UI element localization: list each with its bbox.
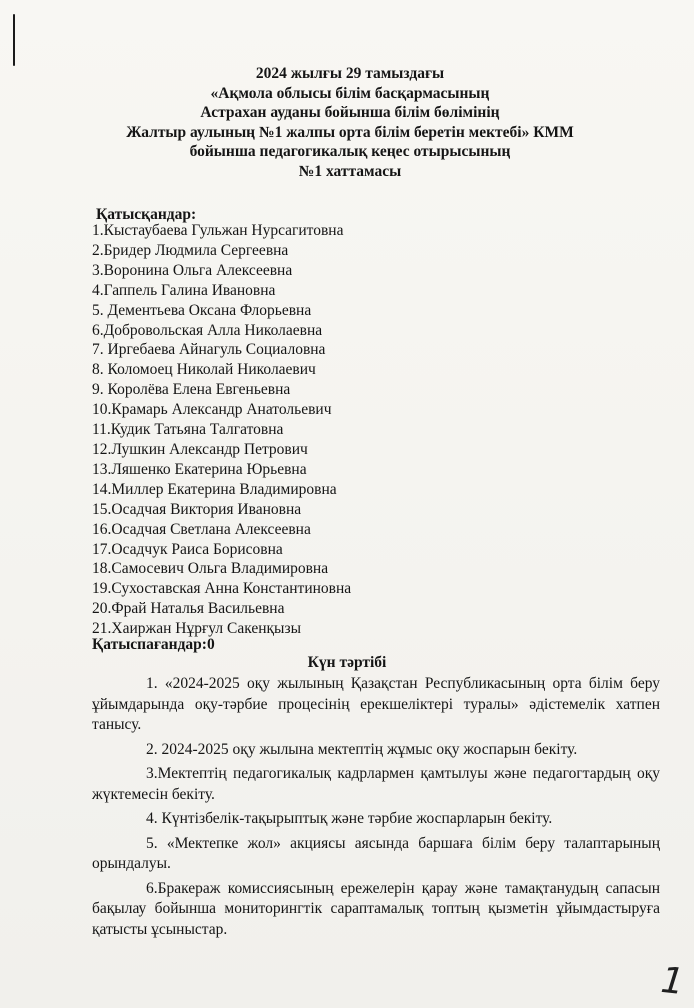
attendee-item: 19.Сухоставская Анна Константиновна (92, 580, 352, 598)
attendee-item: 5. Дементьева Оксана Флорьевна (92, 301, 312, 319)
header-line-3: Жалтыр аулының №1 жалпы орта білім беретін мектебі» КММ (126, 123, 574, 141)
attendee-item: 3.Воронина Ольга Алексеевна (92, 261, 293, 279)
attendee-item: 20.Фрай Наталья Васильевна (92, 600, 285, 618)
attendee-item: 7. Иргебаева Айнагуль Социаловна (92, 341, 326, 359)
attendee-item: 4.Гаппель Галина Ивановна (92, 281, 276, 299)
margin-pen-mark (13, 14, 15, 66)
page-number: 1 (659, 959, 687, 1004)
attendee-item: 9. Королёва Елена Евгеньевна (92, 381, 291, 399)
agenda-item: 1. «2024-2025 оқу жылының Қазақстан Республикасының орта білім беру ұйымдарында оқу-тәрбие процесінің ерекшеліктері туралы» әдістемелік хатпен танысу. (92, 675, 660, 733)
attendee-item: 8. Коломоец Николай Николаевич (92, 361, 316, 379)
attendees-list (92, 221, 351, 639)
attendee-item: 16.Осадчая Светлана Алексеевна (92, 520, 311, 538)
agenda-item: 5. «Мектепке жол» акциясы аясында баршаға білім беру талаптарының орындалуы. (92, 834, 660, 872)
attendee-item: 17.Осадчук Раиса Борисовна (92, 540, 283, 558)
agenda-item: 6.Бракераж комиссиясының ережелерін қарау және тамақтанудың сапасын бақылау бойынша мониторингтік сараптамалық топтың қызметін ұйымдастыруға қатысты ұсыныстар. (92, 879, 660, 938)
header-line-4: бойынша педагогикалық кеңес отырысының (189, 143, 511, 160)
agenda-list (92, 674, 660, 944)
protocol-number: №1 хаттамасы (298, 162, 402, 180)
attendee-item: 12.Лушкин Александр Петрович (92, 440, 308, 458)
absent-line: Қатыспағандар:0 (92, 636, 215, 653)
agenda-title: Күн тәртібі (307, 654, 387, 671)
attendee-item: 18.Самосевич Ольга Владимировна (92, 560, 329, 578)
attendee-item: 2.Бридер Людмила Сергеевна (92, 241, 289, 259)
attendee-item: 11.Кудик Татьяна Талгатовна (92, 421, 284, 439)
header-line-1: «Ақмола облысы білім басқармасының (210, 84, 490, 102)
attendee-item: 21.Хаиржан Нұрғул Сакенқызы (92, 620, 302, 638)
agenda-item: 2. 2024-2025 оқу жылына мектептің жұмыс оқу жоспарын бекіту. (146, 740, 578, 758)
attendee-item: 15.Осадчая Виктория Ивановна (92, 500, 302, 518)
document-header (60, 64, 640, 181)
attendees-title: Қатысқандар: (96, 206, 197, 223)
attendee-item: 10.Крамарь Александр Анатольевич (92, 401, 332, 419)
header-line-2: Астрахан ауданы бойынша білім бөлімінің (200, 104, 500, 121)
attendee-item: 6.Добровольская Алла Николаевна (92, 321, 323, 339)
attendee-item: 13.Ляшенко Екатерина Юрьевна (92, 460, 307, 478)
agenda-item: 4. Күнтізбелік-тақырыптық және тәрбие жоспарларын бекіту. (146, 810, 553, 827)
attendee-item: 1.Кыстаубаева Гульжан Нурсагитовна (92, 222, 344, 239)
agenda-item: 3.Мектептің педагогикалық кадрлармен қамтылуы және педагогтардың оқу жүктемесін бекіту. (92, 765, 660, 803)
attendee-item: 14.Миллер Екатерина Владимировна (92, 480, 337, 498)
header-date: 2024 жылғы 29 тамыздағы (255, 65, 445, 82)
